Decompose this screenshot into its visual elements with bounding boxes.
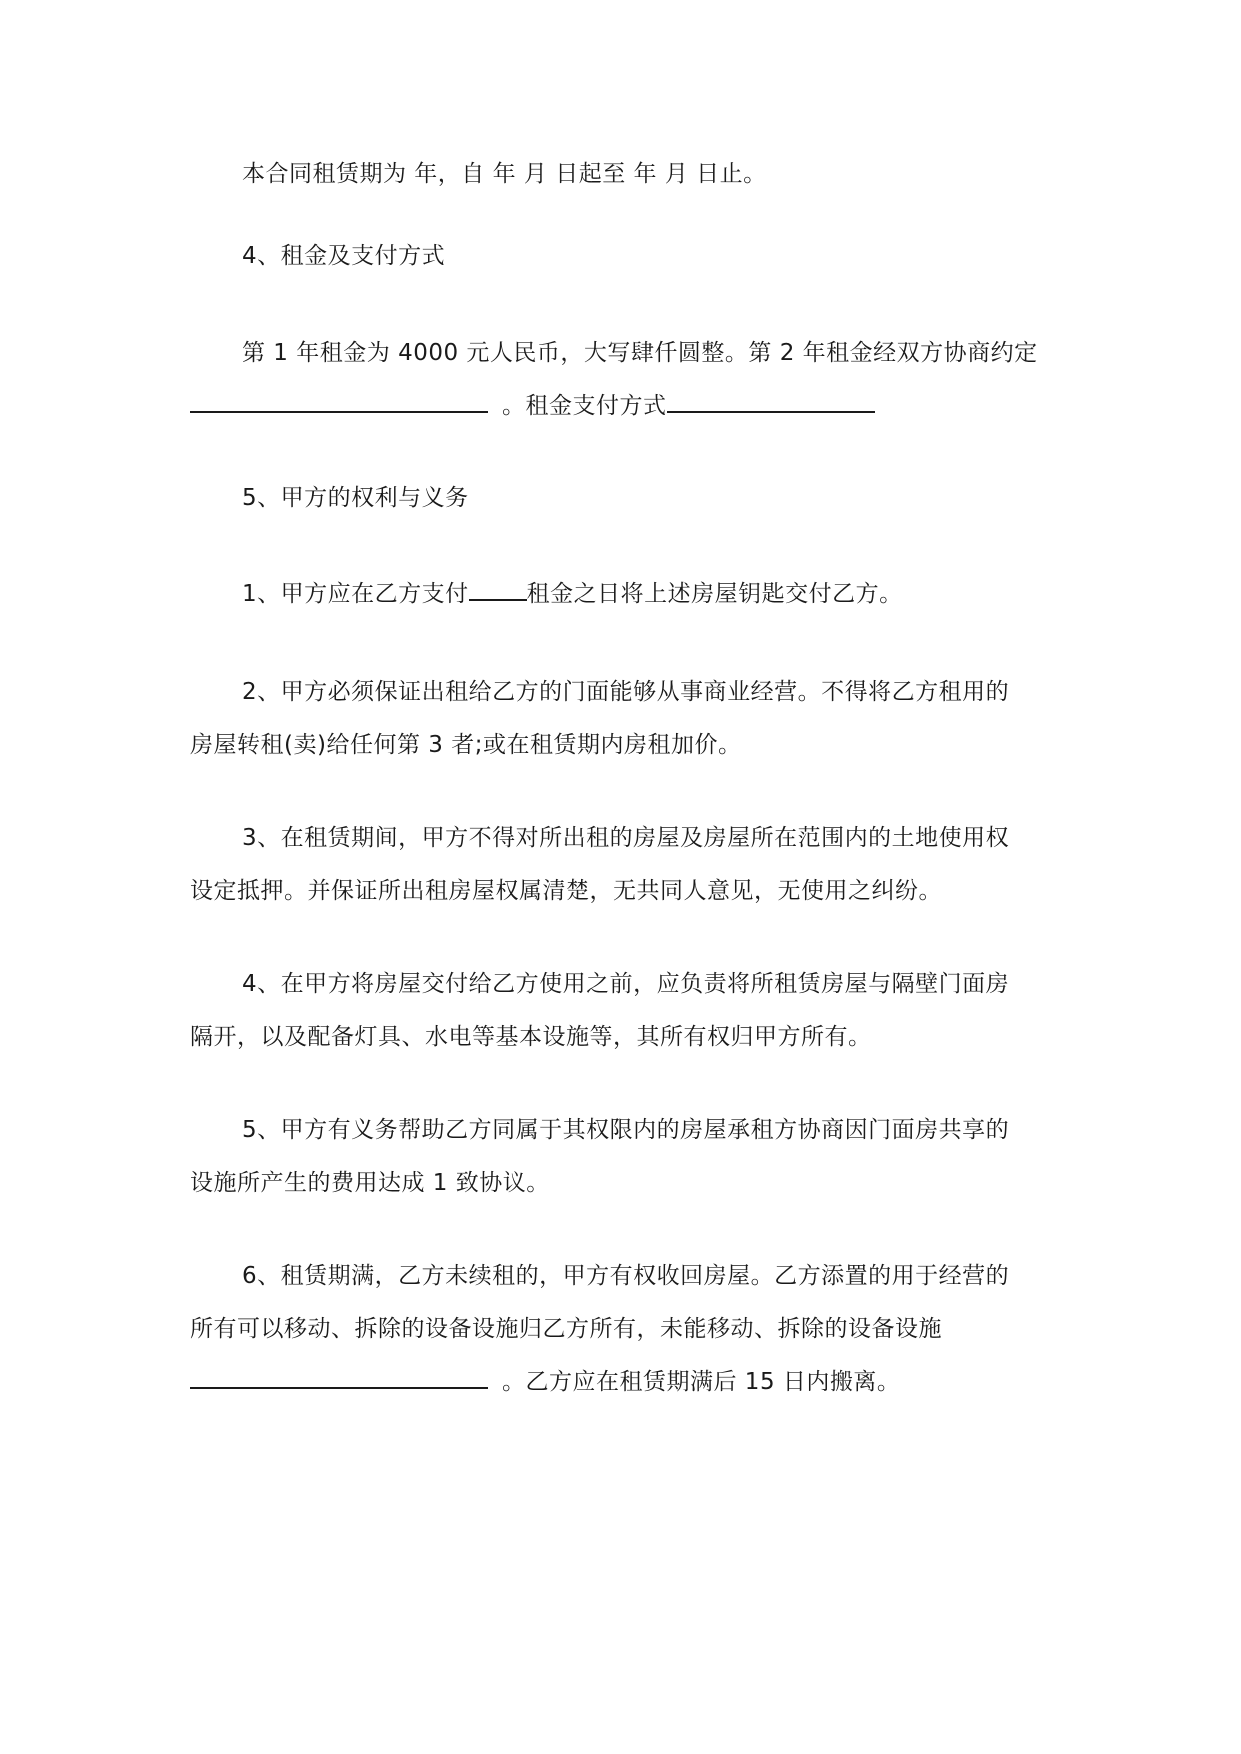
lease-term-paragraph	[190, 148, 1055, 201]
clause-6-line-3	[190, 1356, 1055, 1409]
clause-4-line-2: 隔开，以及配备灯具、水电等基本设施等，其所有权归甲方所有。	[190, 1024, 872, 1050]
clause-4-line-1: 4、在甲方将房屋交付给乙方使用之前，应负责将所租赁房屋与隔壁门面房	[242, 971, 1010, 997]
clause-5	[190, 1104, 1055, 1210]
clause-1-blank[interactable]	[469, 569, 527, 601]
clause-1-after: 租金之日将上述房屋钥匙交付乙方。	[526, 581, 903, 607]
clause-2-line-1: 2、甲方必须保证出租给乙方的门面能够从事商业经营。不得将乙方租用的	[242, 679, 1010, 705]
clause-3-line-1: 3、在租赁期间，甲方不得对所出租的房屋及房屋所在范围内的土地使用权	[242, 825, 1010, 851]
rent-year2-blank[interactable]	[190, 381, 488, 413]
clause-2	[190, 666, 1055, 772]
lease-term-text: 本合同租赁期为 年，自 年 月 日起至 年 月 日止。	[242, 161, 767, 187]
clause-1-before: 1、甲方应在乙方支付	[242, 581, 469, 607]
payment-method-blank[interactable]	[667, 381, 875, 413]
clause-3-line-2: 设定抵押。并保证所出租房屋权属清楚，无共同人意见，无使用之纠纷。	[190, 878, 942, 904]
clause-4	[190, 958, 1055, 1064]
clause-6-line-3-text: 。乙方应在租赁期满后 15 日内搬离。	[502, 1369, 901, 1395]
section-heading-lessor	[190, 472, 1055, 525]
clause-5-line-2: 设施所产生的费用达成 1 致协议。	[190, 1170, 550, 1196]
clause-3	[190, 812, 1055, 918]
clause-1	[190, 568, 1055, 621]
clause-6-line-1: 6、租赁期满，乙方未续租的，甲方有权收回房屋。乙方添置的用于经营的	[242, 1263, 1010, 1289]
rent-line-1: 第 1 年租金为 4000 元人民币，大写肆仟圆整。第 2 年租金经双方协商约定	[242, 340, 1038, 366]
clause-6-blank[interactable]	[190, 1357, 488, 1389]
rent-paragraph	[190, 327, 1055, 433]
heading-lessor-text: 5、甲方的权利与义务	[242, 485, 469, 511]
clause-1-line	[190, 568, 1055, 621]
clause-6	[190, 1250, 1055, 1409]
section-heading-rent	[190, 230, 1055, 283]
clause-2-line-2: 房屋转租(卖)给任何第 3 者;或在租赁期内房租加价。	[190, 732, 742, 758]
rent-line-2	[190, 380, 1055, 433]
rent-line-2-text: 。租金支付方式	[502, 393, 667, 419]
heading-rent-text: 4、租金及支付方式	[242, 243, 446, 269]
clause-6-line-2: 所有可以移动、拆除的设备设施归乙方所有，未能移动、拆除的设备设施	[190, 1316, 942, 1342]
clause-5-line-1: 5、甲方有义务帮助乙方同属于其权限内的房屋承租方协商因门面房共享的	[242, 1117, 1010, 1143]
